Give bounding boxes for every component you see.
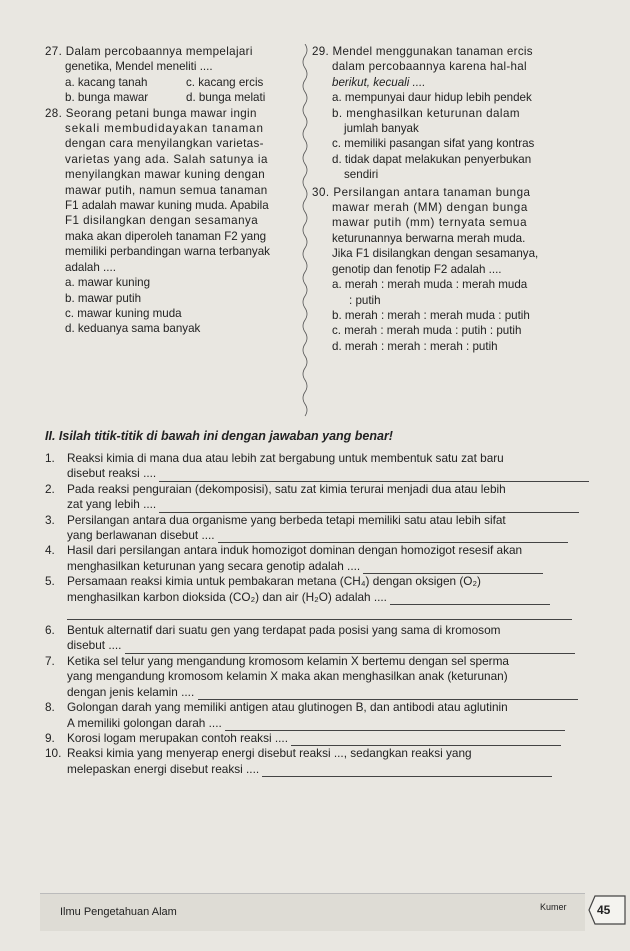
q28-line: F1 adalah mawar kuning muda. Apabila — [65, 199, 269, 213]
q30-line: genotip dan fenotip F2 adalah .... — [332, 262, 502, 276]
q29-option-b[interactable]: b. menghasilkan keturunan dalam — [332, 106, 520, 120]
q28-line: varietas yang ada. Salah satunya ia — [65, 152, 268, 166]
q27-line: 27. Dalam percobaannya mempelajari — [45, 45, 253, 58]
essay-line: Reaksi kimia yang menyerap energi disebut reaksi ..., sedangkan reaksi yang — [67, 746, 472, 761]
q29-option-c[interactable]: c. memiliki pasangan sifat yang kontras — [332, 137, 535, 151]
essay-line: menghasilkan keturunan yang secara genotip adalah .... — [67, 558, 361, 573]
q27-option-a[interactable]: a. kacang tanah — [65, 75, 148, 89]
essay-number: 9. — [45, 730, 55, 745]
answer-blank[interactable] — [225, 719, 565, 731]
q28-line: menyilangkan mawar kuning dengan — [65, 168, 266, 182]
q27-options-row — [45, 90, 307, 105]
essay-item-7 — [45, 654, 605, 700]
q28-line: 28. Seorang petani bunga mawar ingin — [45, 106, 257, 120]
answer-blank[interactable] — [262, 765, 552, 777]
essay-number: 7. — [45, 653, 55, 668]
q29-option-a[interactable]: a. mempunyai daur hidup lebih pendek — [332, 91, 532, 105]
q30-option-a[interactable]: a. merah : merah muda : merah muda — [332, 278, 528, 292]
essay-item-6 — [45, 623, 605, 654]
essay-line: Golongan darah yang memiliki antigen atau glutinogen B, dan antibodi atau aglutinin — [67, 700, 508, 715]
essay-line: zat yang lebih .... — [67, 497, 157, 512]
q30-line: 30. Persilangan antara tanaman bunga — [312, 185, 531, 199]
left-column — [45, 44, 307, 337]
answer-blank[interactable] — [291, 734, 561, 746]
right-column — [312, 44, 582, 354]
q27-option-b[interactable]: b. bunga mawar — [65, 91, 149, 105]
answer-blank[interactable] — [125, 642, 575, 654]
essay-line: Persamaan reaksi kimia untuk pembakaran metana (CH₄) dengan oksigen (O₂) — [67, 574, 481, 589]
essay-line: Pada reaksi penguraian (dekomposisi), satu zat kimia terurai menjadi dua atau lebih — [67, 481, 506, 496]
footer-publisher: Kumer — [540, 902, 567, 912]
essay-line: disebut reaksi .... — [67, 466, 157, 481]
essay-item-2 — [45, 482, 605, 513]
essay-number: 6. — [45, 623, 55, 638]
answer-blank[interactable] — [390, 593, 550, 605]
page-number: 45 — [597, 903, 611, 917]
question-30 — [312, 185, 582, 354]
essay-line: Hasil dari persilangan antara induk homozigot dominan dengan homozigot resesif akan — [67, 543, 523, 558]
essay-number: 3. — [45, 512, 55, 527]
q28-line: mawar putih, namun semua tanaman — [65, 183, 268, 197]
q30-line: keturunannya berwarna merah muda. — [332, 231, 526, 245]
essay-item-3 — [45, 513, 605, 544]
q28-line: sekali membudidayakan tanaman — [65, 122, 264, 136]
q28-line: adalah .... — [65, 260, 116, 274]
essay-item-4 — [45, 543, 605, 574]
q30-line: Jika F1 disilangkan dengan sesamanya, — [332, 247, 539, 261]
q29-option-d[interactable]: d. tidak dapat melakukan penyerbukan — [332, 152, 532, 166]
q27-option-d[interactable]: d. bunga melati — [186, 91, 266, 105]
essay-item-8 — [45, 700, 605, 731]
question-29 — [312, 44, 582, 183]
q30-option-d[interactable]: d. merah : merah : merah : putih — [332, 339, 498, 353]
essay-item-10 — [45, 746, 605, 777]
q28-option-c[interactable]: c. mawar kuning muda — [65, 306, 182, 320]
essay-line: Bentuk alternatif dari suatu gen yang terdapat pada posisi yang sama di kromosom — [67, 623, 501, 638]
essay-line: Korosi logam merupakan contoh reaksi .... — [67, 730, 288, 745]
answer-blank[interactable] — [363, 562, 543, 574]
question-27 — [45, 44, 307, 106]
essay-line: dengan jenis kelamin .... — [67, 684, 195, 699]
q30-line: mawar putih (mm) ternyata semua — [332, 216, 528, 230]
q29-kecuali: berikut, kecuali .... — [332, 75, 426, 89]
q30-option-b[interactable]: b. merah : merah : merah muda : putih — [332, 308, 530, 322]
essay-line: Persilangan antara dua organisme yang berbeda tetapi memiliki satu atau lebih sifat — [67, 512, 506, 527]
q28-line: F1 disilangkan dengan sesamanya — [65, 214, 259, 228]
answer-blank[interactable] — [159, 501, 579, 513]
essay-number: 10. — [45, 746, 62, 761]
q29-option-d-cont: sendiri — [344, 168, 379, 182]
q27-line: genetika, Mendel meneliti .... — [65, 60, 213, 74]
section-title: II. Isilah titik-titik di bawah ini dengan jawaban yang benar! — [45, 429, 393, 443]
footer-subject: Ilmu Pengetahuan Alam — [60, 906, 177, 918]
essay-item-5 — [45, 574, 605, 619]
answer-blank[interactable] — [159, 470, 589, 482]
q28-line: maka akan diperoleh tanaman F2 yang — [65, 229, 267, 243]
q27-option-c[interactable]: c. kacang ercis — [186, 75, 264, 89]
essay-item-1 — [45, 451, 605, 482]
q29-option-b-cont: jumlah banyak — [344, 122, 419, 136]
answer-blank[interactable] — [67, 608, 572, 620]
q28-option-a[interactable]: a. mawar kuning — [65, 276, 151, 290]
essay-line: A memiliki golongan darah .... — [67, 715, 222, 730]
q28-option-b[interactable]: b. mawar putih — [65, 291, 142, 305]
essay-number: 5. — [45, 574, 55, 589]
essay-number: 8. — [45, 700, 55, 715]
essay-line: melepaskan energi disebut reaksi .... — [67, 761, 260, 776]
essay-line: Ketika sel telur yang mengandung kromosom kelamin X bertemu dengan sel sperma — [67, 653, 509, 668]
q30-option-a-cont: : putih — [349, 293, 381, 307]
q29-line: dalam percobaannya karena hal-hal — [332, 60, 527, 74]
q30-option-c[interactable]: c. merah : merah muda : putih : putih — [332, 324, 522, 338]
essay-number: 2. — [45, 481, 55, 496]
question-28 — [45, 106, 307, 337]
answer-blank[interactable] — [198, 688, 578, 700]
q30-line: mawar merah (MM) dengan bunga — [332, 201, 528, 215]
essay-line: menghasilkan karbon dioksida (CO₂) dan air (H₂O) adalah .... — [67, 589, 387, 604]
essay-line: yang mengandung kromosom kelamin X maka akan menghasilkan anak (keturunan) — [67, 669, 508, 684]
essay-item-9 — [45, 731, 605, 746]
essay-line: disebut .... — [67, 638, 122, 653]
essay-line: yang berlawanan disebut .... — [67, 528, 215, 543]
essay-number: 1. — [45, 451, 55, 465]
q29-line — [312, 75, 582, 90]
essay-questions — [45, 451, 605, 777]
answer-blank[interactable] — [218, 531, 568, 543]
essay-number: 4. — [45, 543, 55, 558]
q28-line: memiliki perbandingan warna terbanyak — [65, 245, 270, 259]
q29-line: 29. Mendel menggunakan tanaman ercis — [312, 45, 533, 58]
q28-option-d[interactable]: d. keduanya sama banyak — [65, 322, 201, 336]
essay-line: Reaksi kimia di mana dua atau lebih zat bergabung untuk membentuk satu zat baru — [67, 451, 504, 465]
q27-options-row — [45, 75, 307, 90]
q28-line: dengan cara menyilangkan varietas- — [65, 137, 264, 151]
